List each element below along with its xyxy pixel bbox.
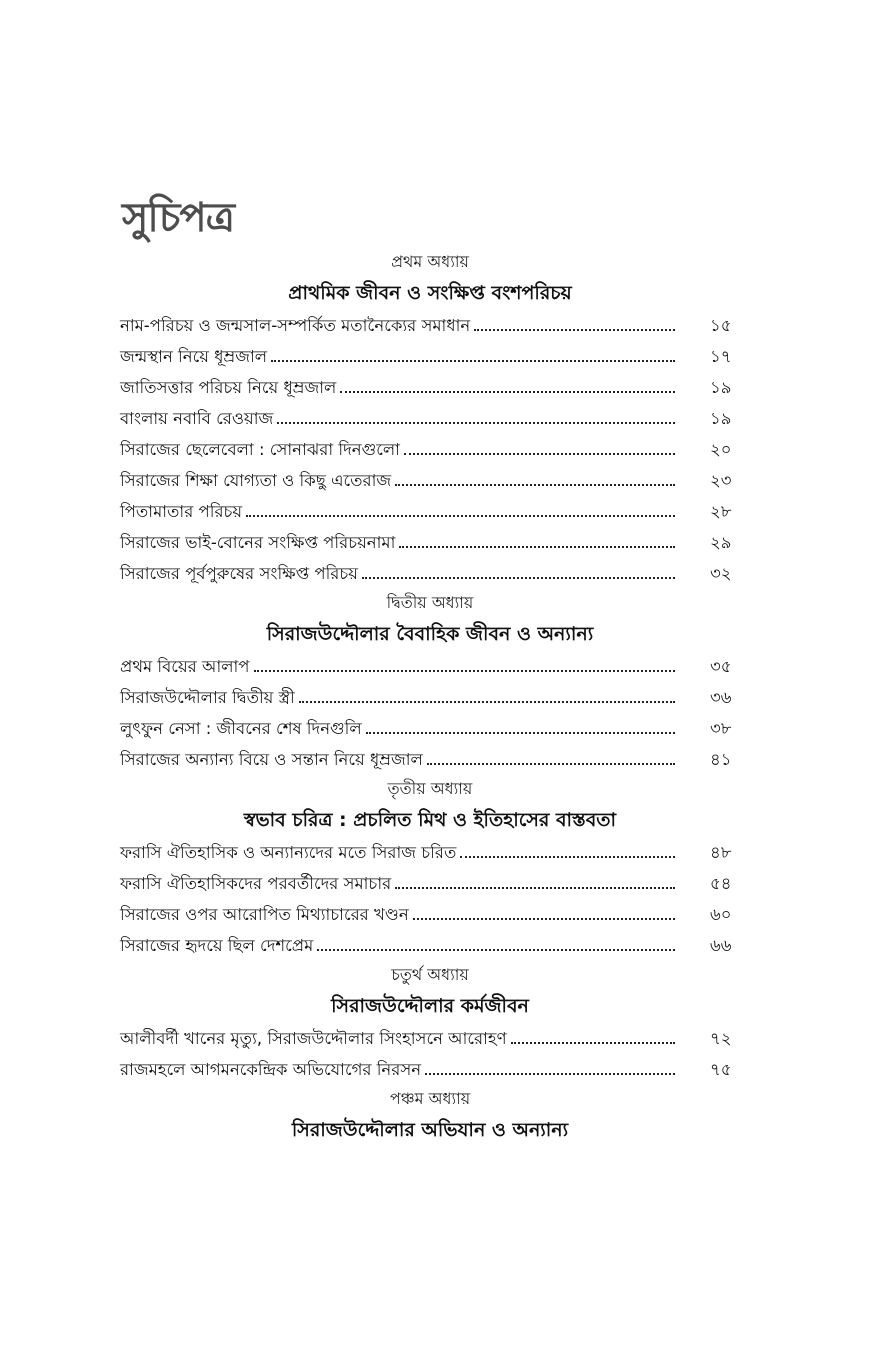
toc-entry[interactable] (120, 898, 740, 929)
toc-entry[interactable] (120, 371, 740, 402)
page-number: ৫৪ (710, 874, 732, 893)
page-number: ৭২ (710, 1029, 732, 1048)
page-number: ১৯ (710, 409, 732, 428)
entry-title: জন্মস্থান নিয়ে ধূম্রজাল (120, 347, 268, 366)
chapter-entries (120, 1022, 740, 1084)
toc-entry[interactable] (120, 712, 740, 743)
page-number: ১৫ (710, 316, 732, 335)
page-number: ৪৮ (710, 843, 732, 862)
page-number: ১৯ (710, 378, 732, 397)
toc-entry[interactable] (120, 1053, 740, 1084)
toc-entry[interactable] (120, 836, 740, 867)
dot-leader (366, 712, 675, 743)
chapter-entries (120, 309, 740, 588)
chapter-entries (120, 836, 740, 960)
entry-title: পিতামাতার পরিচয় (120, 502, 243, 521)
entry-title: ফরাসি ঐতিহাসিক ও অন্যান্যদের মতে সিরাজ চরিত (120, 843, 457, 862)
chapter-label: প্রথম অধ্যায় (391, 252, 469, 271)
chapter-label: তৃতীয় অধ্যায় (387, 779, 473, 798)
page-title: সুচিপত্র (122, 195, 234, 241)
dot-leader (474, 309, 675, 340)
dot-leader (362, 557, 675, 588)
toc-entry[interactable] (120, 495, 740, 526)
page-number: ১৭ (710, 347, 732, 366)
page-number: ৬০ (710, 905, 732, 924)
dot-leader (340, 371, 675, 402)
chapter-title: সিরাজউদ্দৌলার কর্মজীবন (331, 995, 529, 1017)
entry-title: ফরাসি ঐতিহাসিকদের পরবর্তীদের সমাচার (120, 874, 392, 893)
chapter-section (120, 774, 740, 960)
chapter-section (120, 247, 740, 588)
entry-title: সিরাজের অন্যান্য বিয়ে ও সন্তান নিয়ে ধূম্রজাল (120, 750, 423, 769)
page-number: ৩৬ (710, 688, 732, 707)
table-of-contents (120, 247, 740, 1146)
dot-leader (399, 526, 675, 557)
page-number: ৬৬ (710, 936, 732, 955)
toc-entry[interactable] (120, 309, 740, 340)
dot-leader (511, 1022, 675, 1053)
toc-entry[interactable] (120, 1022, 740, 1053)
chapter-entries (120, 650, 740, 774)
dot-leader (460, 836, 675, 867)
toc-entry[interactable] (120, 743, 740, 774)
chapter-label: চতুর্থ অধ্যায় (391, 965, 469, 984)
toc-entry[interactable] (120, 681, 740, 712)
page-number: ২৩ (710, 471, 732, 490)
entry-title: আলীবর্দী খানের মৃত্যু, সিরাজউদ্দৌলার সিংহাসনে আরোহণ (120, 1029, 507, 1048)
dot-leader (271, 340, 675, 371)
toc-entry[interactable] (120, 526, 740, 557)
entry-title: সিরাজউদ্দৌলার দ্বিতীয় স্ত্রী (120, 688, 295, 707)
dot-leader (427, 743, 675, 774)
page-number: ২০ (710, 440, 732, 459)
page-number: ২৮ (710, 502, 732, 521)
chapter-title: স্বভাব চরিত্র : প্রচলিত মিথ ও ইতিহাসের বাস্তবতা (243, 809, 617, 831)
toc-entry[interactable] (120, 402, 740, 433)
entry-title: সিরাজের ওপর আরোপিত মিথ্যাচারের খণ্ডন (120, 905, 409, 924)
dot-leader (246, 495, 675, 526)
dot-leader (299, 681, 675, 712)
entry-title: সিরাজের শিক্ষা যোগ্যতা ও কিছু এতেরাজ (120, 471, 392, 490)
entry-title: সিরাজের ভাই-বোনের সংক্ষিপ্ত পরিচয়নামা (120, 533, 396, 552)
entry-title: রাজমহলে আগমনকেন্দ্রিক অভিযোগের নিরসন (120, 1060, 422, 1079)
chapter-title: সিরাজউদ্দৌলার অভিযান ও অন্যান্য (291, 1119, 569, 1141)
dot-leader (413, 898, 675, 929)
toc-entry[interactable] (120, 433, 740, 464)
entry-title: সিরাজের পূর্বপুরুষের সংক্ষিপ্ত পরিচয় (120, 564, 359, 583)
dot-leader (277, 402, 675, 433)
entry-title: প্রথম বিয়ের আলাপ (120, 657, 250, 676)
chapter-title: সিরাজউদ্দৌলার বৈবাহিক জীবন ও অন্যান্য (266, 623, 594, 645)
chapter-section (120, 588, 740, 774)
page-number: ৪১ (710, 750, 732, 769)
page-number: ৭৫ (710, 1060, 732, 1079)
dot-leader (395, 867, 675, 898)
page-number: ৩৮ (710, 719, 732, 738)
entry-title: জাতিসত্তার পরিচয় নিয়ে ধূম্রজাল (120, 378, 337, 397)
page-number: ২৯ (710, 533, 732, 552)
entry-title: সিরাজের হৃদয়ে ছিল দেশপ্রেম (120, 936, 314, 955)
page-number: ৩২ (710, 564, 732, 583)
dot-leader (317, 929, 675, 960)
entry-title: বাংলায় নবাবি রেওয়াজ (120, 409, 274, 428)
chapter-label: দ্বিতীয় অধ্যায় (386, 593, 474, 612)
toc-entry[interactable] (120, 340, 740, 371)
toc-entry[interactable] (120, 650, 740, 681)
entry-title: সিরাজের ছেলেবেলা : সোনাঝরা দিনগুলো (120, 440, 400, 459)
chapter-title: প্রাথমিক জীবন ও সংক্ষিপ্ত বংশপরিচয় (288, 282, 572, 304)
dot-leader (395, 464, 675, 495)
toc-entry[interactable] (120, 464, 740, 495)
entry-title: নাম-পরিচয় ও জন্মসাল-সম্পর্কিত মতানৈক্যের সমাধান (120, 316, 471, 335)
page-number: ৩৫ (710, 657, 732, 676)
chapter-section (120, 960, 740, 1084)
chapter-label: পঞ্চম অধ্যায় (389, 1089, 471, 1108)
toc-entry[interactable] (120, 557, 740, 588)
toc-entry[interactable] (120, 929, 740, 960)
chapter-section (120, 1084, 740, 1146)
toc-entry[interactable] (120, 867, 740, 898)
dot-leader (404, 433, 675, 464)
dot-leader (425, 1053, 675, 1084)
dot-leader (254, 650, 675, 681)
entry-title: লুৎফুন নেসা : জীবনের শেষ দিনগুলি (120, 719, 362, 738)
